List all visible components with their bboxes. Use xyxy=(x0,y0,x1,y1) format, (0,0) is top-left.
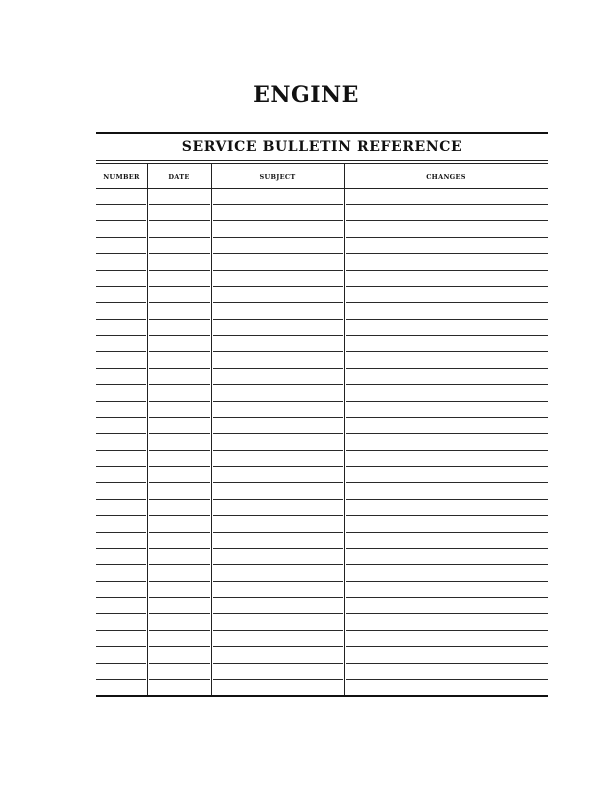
row-line-number xyxy=(96,433,146,434)
row-line-changes xyxy=(346,286,548,287)
row-line-changes xyxy=(346,220,548,221)
row-line-date xyxy=(149,548,210,549)
row-line-number xyxy=(96,270,146,271)
row-line-date xyxy=(149,401,210,402)
row-line-subject xyxy=(213,302,343,303)
row-line-date xyxy=(149,417,210,418)
row-line-number xyxy=(96,581,146,582)
row-line-date xyxy=(149,253,210,254)
table-row xyxy=(96,270,548,271)
row-line-changes xyxy=(346,466,548,467)
row-line-changes xyxy=(346,663,548,664)
row-line-date xyxy=(149,433,210,434)
row-line-number xyxy=(96,613,146,614)
table-row xyxy=(96,466,548,467)
row-line-number xyxy=(96,532,146,533)
row-line-changes xyxy=(346,679,548,680)
row-line-subject xyxy=(213,335,343,336)
row-line-number xyxy=(96,450,146,451)
column-header-subject: SUBJECT xyxy=(259,173,296,181)
table-row xyxy=(96,335,548,336)
table-row xyxy=(96,663,548,664)
row-line-subject xyxy=(213,663,343,664)
row-line-changes xyxy=(346,564,548,565)
page-title: ENGINE xyxy=(253,82,359,108)
row-line-subject xyxy=(213,450,343,451)
row-line-subject xyxy=(213,532,343,533)
row-line-subject xyxy=(213,466,343,467)
row-line-changes xyxy=(346,482,548,483)
row-line-subject xyxy=(213,384,343,385)
row-line-changes xyxy=(346,384,548,385)
row-line-date xyxy=(149,515,210,516)
row-line-changes xyxy=(346,433,548,434)
row-line-changes xyxy=(346,630,548,631)
row-line-subject xyxy=(213,581,343,582)
row-line-number xyxy=(96,286,146,287)
table-row xyxy=(96,532,548,533)
row-line-subject xyxy=(213,548,343,549)
table-row xyxy=(96,450,548,451)
table-row xyxy=(96,597,548,598)
table-row xyxy=(96,253,548,254)
row-line-number xyxy=(96,319,146,320)
column-header-changes: CHANGES xyxy=(426,173,466,181)
row-line-date xyxy=(149,368,210,369)
row-line-number xyxy=(96,204,146,205)
row-line-subject xyxy=(213,417,343,418)
row-line-changes xyxy=(346,646,548,647)
table-row xyxy=(96,368,548,369)
row-line-date xyxy=(149,335,210,336)
row-line-number xyxy=(96,482,146,483)
row-line-changes xyxy=(346,499,548,500)
table-row xyxy=(96,220,548,221)
row-line-number xyxy=(96,253,146,254)
table-row xyxy=(96,515,548,516)
row-line-date xyxy=(149,482,210,483)
row-line-date xyxy=(149,613,210,614)
row-line-subject xyxy=(213,253,343,254)
column-header-number: NUMBER xyxy=(103,173,140,181)
row-line-date xyxy=(149,384,210,385)
table-row xyxy=(96,564,548,565)
row-line-changes xyxy=(346,368,548,369)
table-row xyxy=(96,286,548,287)
row-line-number xyxy=(96,302,146,303)
row-line-changes xyxy=(346,532,548,533)
row-line-number xyxy=(96,663,146,664)
row-line-number xyxy=(96,646,146,647)
row-line-changes xyxy=(346,302,548,303)
row-line-subject xyxy=(213,270,343,271)
table-row xyxy=(96,417,548,418)
row-line-number xyxy=(96,351,146,352)
row-line-changes xyxy=(346,450,548,451)
double-rule-upper xyxy=(96,160,548,161)
column-divider-date-subject xyxy=(211,164,212,695)
row-line-changes xyxy=(346,548,548,549)
column-divider-number-date xyxy=(147,164,148,695)
row-line-date xyxy=(149,581,210,582)
table-row xyxy=(96,401,548,402)
table-row xyxy=(96,319,548,320)
row-line-number xyxy=(96,335,146,336)
row-line-date xyxy=(149,597,210,598)
row-line-number xyxy=(96,417,146,418)
row-line-subject xyxy=(213,597,343,598)
table-row xyxy=(96,613,548,614)
row-line-date xyxy=(149,450,210,451)
row-line-subject xyxy=(213,433,343,434)
row-line-number xyxy=(96,237,146,238)
row-line-subject xyxy=(213,482,343,483)
row-line-changes xyxy=(346,515,548,516)
table-row xyxy=(96,499,548,500)
row-line-subject xyxy=(213,220,343,221)
table-row xyxy=(96,581,548,582)
column-divider-subject-changes xyxy=(344,164,345,695)
table-row xyxy=(96,548,548,549)
table-header-row xyxy=(96,164,548,188)
row-line-subject xyxy=(213,679,343,680)
row-line-date xyxy=(149,564,210,565)
row-line-date xyxy=(149,646,210,647)
row-line-date xyxy=(149,220,210,221)
section-title: SERVICE BULLETIN REFERENCE xyxy=(181,139,463,155)
row-line-date xyxy=(149,237,210,238)
row-line-date xyxy=(149,630,210,631)
header-bottom-rule xyxy=(96,188,548,189)
row-line-date xyxy=(149,270,210,271)
top-rule xyxy=(96,132,548,134)
row-line-changes xyxy=(346,204,548,205)
row-line-number xyxy=(96,466,146,467)
row-line-date xyxy=(149,499,210,500)
row-line-date xyxy=(149,466,210,467)
row-line-changes xyxy=(346,597,548,598)
row-line-subject xyxy=(213,499,343,500)
row-line-date xyxy=(149,204,210,205)
table-row xyxy=(96,302,548,303)
row-line-number xyxy=(96,515,146,516)
row-line-changes xyxy=(346,351,548,352)
row-line-changes xyxy=(346,319,548,320)
row-line-number xyxy=(96,220,146,221)
row-line-subject xyxy=(213,319,343,320)
row-line-changes xyxy=(346,613,548,614)
table-row xyxy=(96,630,548,631)
row-line-number xyxy=(96,499,146,500)
row-line-subject xyxy=(213,515,343,516)
row-line-changes xyxy=(346,237,548,238)
table-row xyxy=(96,384,548,385)
service-bulletin-table xyxy=(96,164,548,695)
row-line-date xyxy=(149,351,210,352)
row-line-changes xyxy=(346,253,548,254)
row-line-date xyxy=(149,679,210,680)
row-line-changes xyxy=(346,417,548,418)
row-line-number xyxy=(96,630,146,631)
row-line-number xyxy=(96,368,146,369)
row-line-date xyxy=(149,532,210,533)
row-line-date xyxy=(149,302,210,303)
row-line-subject xyxy=(213,204,343,205)
table-row xyxy=(96,433,548,434)
table-row xyxy=(96,237,548,238)
row-line-number xyxy=(96,597,146,598)
row-line-number xyxy=(96,679,146,680)
row-line-date xyxy=(149,663,210,664)
row-line-subject xyxy=(213,368,343,369)
row-line-changes xyxy=(346,401,548,402)
row-line-subject xyxy=(213,351,343,352)
row-line-subject xyxy=(213,613,343,614)
table-row xyxy=(96,204,548,205)
row-line-number xyxy=(96,384,146,385)
row-line-subject xyxy=(213,630,343,631)
row-line-date xyxy=(149,319,210,320)
row-line-number xyxy=(96,401,146,402)
row-line-number xyxy=(96,564,146,565)
table-row xyxy=(96,482,548,483)
bottom-rule xyxy=(96,695,548,697)
table-row xyxy=(96,351,548,352)
row-line-changes xyxy=(346,581,548,582)
column-header-date: DATE xyxy=(168,173,190,181)
row-line-subject xyxy=(213,646,343,647)
row-line-subject xyxy=(213,401,343,402)
row-line-changes xyxy=(346,335,548,336)
row-line-subject xyxy=(213,237,343,238)
row-line-number xyxy=(96,548,146,549)
table-row xyxy=(96,679,548,680)
row-line-date xyxy=(149,286,210,287)
row-line-changes xyxy=(346,270,548,271)
row-line-subject xyxy=(213,286,343,287)
table-row xyxy=(96,646,548,647)
row-line-subject xyxy=(213,564,343,565)
